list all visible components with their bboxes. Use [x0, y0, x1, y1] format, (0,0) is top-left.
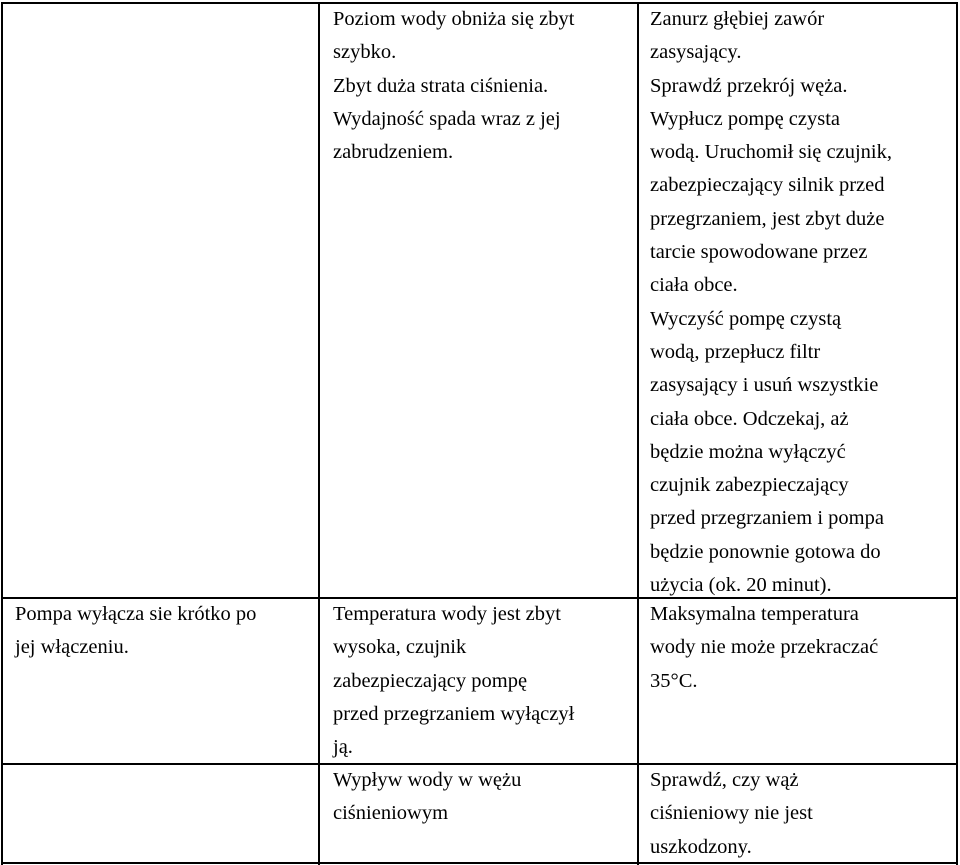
cell-text-line: Wypłucz pompę czysta — [650, 107, 841, 130]
cell-text-line: Wyczyść pompę czystą — [650, 307, 842, 330]
cell-text-line: 35°C. — [650, 669, 698, 692]
table-border-right — [956, 2, 958, 865]
cell-text-line: Maksymalna temperatura — [650, 603, 859, 625]
cell-text-line: szybko. — [333, 41, 397, 64]
table-border-left — [1, 2, 3, 865]
cell-text-line: Wypływ wody w wężu — [333, 769, 522, 791]
cell-text-line: zabezpieczający silnik przed — [650, 174, 885, 197]
table-divider-col1 — [318, 2, 320, 865]
cell-text-line: Sprawdź przekrój węża. — [650, 74, 848, 97]
cell-text-line: wysoka, czujnik — [333, 636, 467, 659]
cell-text-line: zasysający i usuń wszystkie — [650, 374, 879, 397]
cell-text-line: Poziom wody obniża się zbyt — [333, 8, 575, 30]
cell-text-line: Wydajność spada wraz z jej — [333, 107, 561, 130]
table-cell-r2-c1 — [15, 598, 256, 665]
table-cell-r1-c2 — [333, 3, 574, 169]
table-cell-r3-c3 — [650, 764, 813, 864]
cell-text-line: Zbyt duża strata ciśnienia. — [333, 74, 549, 97]
cell-text-line: przed przegrzaniem i pompa — [650, 507, 884, 530]
cell-text-line: Pompa wyłącza sie krótko po — [15, 603, 257, 625]
table-divider-col2 — [637, 2, 639, 865]
cell-text-line: ciała obce. — [650, 274, 738, 297]
cell-text-line: wodą, przepłucz filtr — [650, 340, 821, 363]
table-cell-r2-c3 — [650, 598, 878, 698]
table-cell-r3-c2 — [333, 764, 521, 831]
cell-text-line: ją. — [333, 736, 353, 759]
cell-text-line: zabezpieczający pompę — [333, 669, 528, 692]
cell-text-line: Temperatura wody jest zbyt — [333, 603, 561, 625]
table-cell-r1-c3 — [650, 3, 892, 602]
table-border-bottom — [1, 862, 958, 864]
cell-text-line: zasysający. — [650, 41, 742, 64]
cell-text-line: czujnik zabezpieczający — [650, 474, 849, 497]
cell-text-line: użycia (ok. 20 minut). — [650, 574, 832, 597]
cell-text-line: jej włączeniu. — [15, 636, 129, 659]
cell-text-line: ciśnieniowy nie jest — [650, 802, 813, 825]
cell-text-line: przed przegrzaniem wyłączył — [333, 702, 575, 725]
cell-text-line: ciśnieniowym — [333, 802, 449, 825]
table-cell-r2-c2 — [333, 598, 574, 764]
cell-text-line: Sprawdź, czy wąż — [650, 769, 799, 791]
cell-text-line: ciała obce. Odczekaj, aż — [650, 407, 849, 430]
cell-text-line: wodą. Uruchomił się czujnik, — [650, 141, 892, 164]
cell-text-line: Zanurz głębiej zawór — [650, 8, 825, 30]
cell-text-line: będzie można wyłączyć — [650, 440, 846, 463]
cell-text-line: będzie ponownie gotowa do — [650, 540, 881, 563]
cell-text-line: uszkodzony. — [650, 835, 752, 858]
cell-text-line: przegrzaniem, jest zbyt duże — [650, 207, 885, 230]
cell-text-line: wody nie może przekraczać — [650, 636, 879, 659]
cell-text-line: tarcie spowodowane przez — [650, 241, 868, 264]
cell-text-line: zabrudzeniem. — [333, 141, 454, 164]
